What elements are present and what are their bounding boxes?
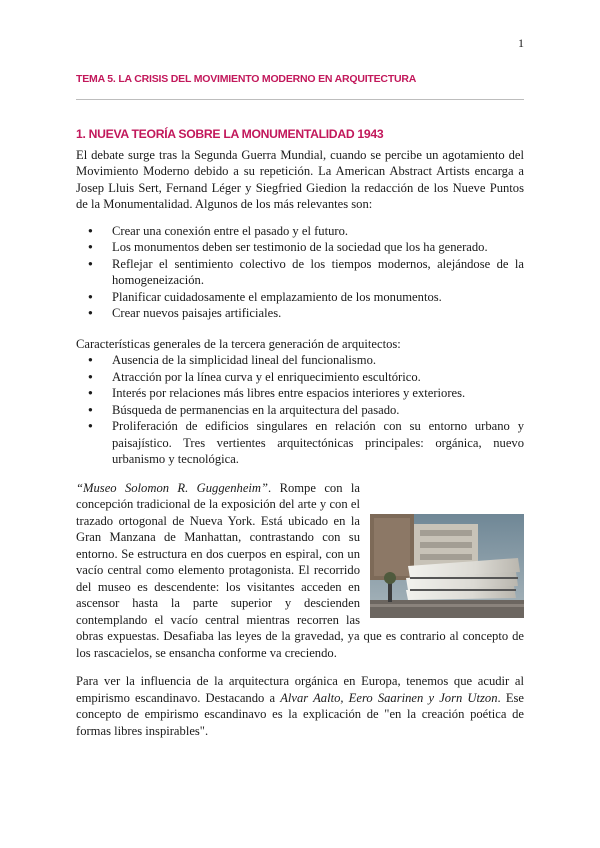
header-divider	[76, 99, 524, 100]
scandinavian-text-end: . Ese concepto de empirismo escandinavo es la explicación de "en la creación poética de formas libres inspirables".	[76, 690, 524, 738]
third-generation-intro: Características generales de la tercera generación de arquitectos:	[76, 336, 401, 351]
scandinavian-text-start: Para ver la influencia de la arquitectura orgánica en Europa, tenemos que acudir al empirismo escandinavo. Destacando a	[76, 674, 524, 705]
list-item: ● Búsqueda de permanencias en la arquitectura del pasado.	[76, 402, 524, 419]
document-header-title: TEMA 5. LA CRISIS DEL MOVIMIENTO MODERNO EN ARQUITECTURA	[76, 73, 417, 85]
guggenheim-body	[76, 480, 524, 662]
page-number: 1	[518, 36, 524, 50]
page-content	[76, 126, 524, 739]
list-item: ● Ausencia de la simplicidad lineal del funcionalismo.	[76, 352, 524, 369]
scandinavian-paragraph	[76, 673, 524, 739]
list-item: ● Los monumentos deben ser testimonio de la sociedad que los ha generado.	[76, 239, 524, 256]
list-item: ● Interés por relaciones más libres entre espacios interiores y exteriores.	[76, 385, 524, 402]
list-item: ● Planificar cuidadosamente el emplazamiento de los monumentos.	[76, 289, 524, 306]
list-item: ● Crear nuevos paisajes artificiales.	[76, 305, 524, 322]
list-item: ● Atracción por la línea curva y el enriquecimiento escultórico.	[76, 369, 524, 386]
list-item: ● Crear una conexión entre el pasado y el futuro.	[76, 223, 524, 240]
monumentality-points-list	[76, 223, 524, 322]
guggenheim-text-start: . Rompe con la concepción tradicional de la exposición del arte y con el trazado ortogonal de Nueva York. Está ubicado en la Gran Manzana de Manhattan, contrastando con su entorno. Se estructura en dos cuerpos en espiral, con un vacío central como elemento protagonista. El recorrido del museo es descendente: los visitantes acceden en ascensor hasta la parte superior y descienden contemplando el vacío central mientras recorren las obras expuestas. Desafiaba las leyes de la gravedad, ya que es contrario al concepto de los rascacielos, se ensancha conforme va creciendo.	[76, 480, 524, 660]
museum-title: “Museo Solomon R. Guggenheim”	[76, 480, 269, 495]
guggenheim-museum-photo	[370, 514, 524, 618]
list-item: ● Reflejar el sentimiento colectivo de los tiempos modernos, alejándose de la homogeneización.	[76, 256, 524, 289]
architect-names: Alvar Aalto, Eero Saarinen y Jorn Utzon	[280, 690, 498, 705]
list-item: ● Proliferación de edificios singulares en relación con su entorno urbano y paisajístico. Tres vertientes arquitectónicas principales: orgánica, nuevo urbanismo y tecnológica.	[76, 418, 524, 468]
intro-paragraph: El debate surge tras la Segunda Guerra Mundial, cuando se percibe un agotamiento del Movimiento Moderno debido a su repetición. La American Abstract Artists encarga a Josep Lluis Sert, Fernand Léger y Siegfried Giedion la redacción de los Nueve Puntos de la Monumentalidad. Algunos de los más relevantes son:	[76, 147, 524, 211]
section-heading: 1. NUEVA TEORÍA SOBRE LA MONUMENTALIDAD 1943	[76, 127, 384, 141]
third-generation-list	[76, 352, 524, 468]
